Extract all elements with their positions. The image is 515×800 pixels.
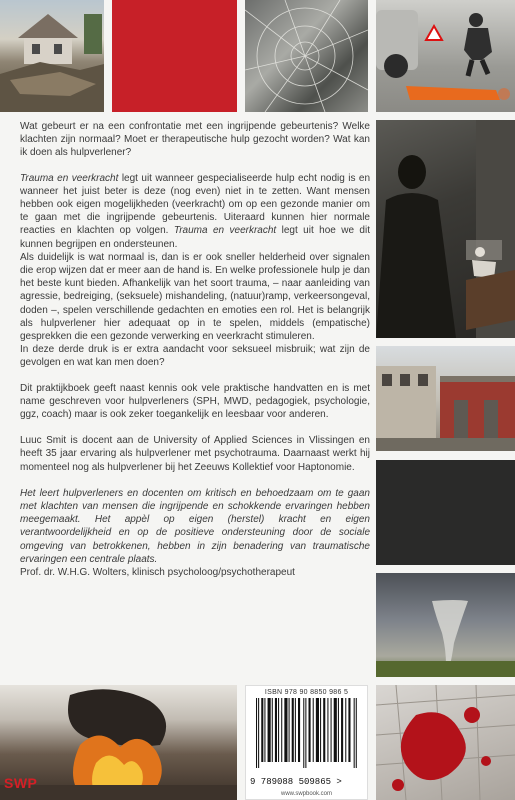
audience-paragraph: Dit praktijkboek geeft naast kennis ook vele praktische handvatten en is met name geschreven voor hulpverleners (SPH, MWD, pedagogiek, psychologie, ggz, coach) maar is ook zeker toegankelijk en leesbaar voor anderen. bbox=[20, 382, 370, 421]
photo-red-panel bbox=[112, 0, 237, 112]
professional-help-paragraph: Als duidelijk is wat normaal is, dan is er ook sneller helderheid over signalen die erop wijzen dat er meer aan de hand is. En welke professionele hulp je dan het beste kunt bieden. Afhankelijk van het soort trauma, – naar aanleiding van agressie, bedreiging, (seksuele) mishandeling, (natuur)ramp, verkeersongeval, doden –, spelen verschillende gedachten en emoties een rol. Het is belangrijk als hulpverlener hier adequaat op in te spelen, middels (empatische) gesprekken die een gezonde verwerking en veerkracht stimuleren. bbox=[20, 251, 370, 343]
third-edition-paragraph: In deze derde druk is er extra aandacht voor seksueel misbruik; wat zijn de gevolgen en wat kan men doen? bbox=[20, 344, 370, 369]
endorsement-quote: Het leert hulpverleners en docenten om kritisch en behoedzaam om te gaan met klachten van mensen die ingrijpende en schokkende ervaringen hebben meegemaakt. Het appèl op eigen (herstel) kracht en eigen verantwoordelijkheid en op de positieve ondersteuning door de sociale omgeving van betrokkenen, hebben in zijn benadering van traumatische ervaringen een centrale plaats. bbox=[20, 487, 370, 565]
back-cover-text bbox=[20, 120, 370, 579]
photo-blood-splatter bbox=[376, 685, 515, 800]
photo-traffic-accident bbox=[376, 0, 515, 112]
barcode-bars bbox=[256, 698, 361, 778]
intro-questions: Wat gebeurt er na een confrontatie met een ingrijpende gebeurtenis? Welke klachten zijn normaal? Moet er therapeutische hulp gezocht worden? Wat kan ik doen als hulpverlener? bbox=[20, 121, 370, 159]
book-title-italic-2: Trauma en veerkracht bbox=[173, 225, 277, 237]
photo-damaged-house bbox=[0, 0, 104, 112]
endorsement-author: Prof. dr. W.H.G. Wolters, klinisch psycholoog/psychotherapeut bbox=[20, 567, 295, 579]
book-title-italic: Trauma en veerkracht bbox=[20, 172, 119, 184]
description-text-b: legt uit hoe we dit kunnen begrijpen en ondersteunen. bbox=[20, 225, 370, 250]
author-bio: Luuc Smit is docent aan de University of Applied Sciences in Vlissingen en heeft 35 jaar ervaring als hulpverlener met psychotrauma. Daarnaast werkt hij momenteel nog als hulpverlener bij het Zeeuws Kollektief voor Haptonomie. bbox=[20, 435, 370, 473]
photo-man-in-dark-room bbox=[376, 120, 515, 338]
description-text-a: legt uit wanneer gespecialiseerde hulp echt nodig is en wanneer het juist beter is deze (nog even) niet in te zetten. Want mensen hebben ook eigen mogelijkheden (veerkracht) om op een gezonde manier om te gaan met die ingrijpende gebeurtenis. Uiteraard kunnen hier normale reacties en klachten op volgen. bbox=[20, 172, 371, 237]
barcode-digits: 9 789088 509865 > bbox=[250, 777, 342, 787]
photo-broken-glass bbox=[245, 0, 368, 112]
isbn-barcode bbox=[245, 685, 368, 800]
isbn-label: ISBN 978 90 8850 986 5 bbox=[264, 689, 349, 696]
publisher-logo: SWP bbox=[4, 775, 38, 791]
photo-tornado bbox=[376, 573, 515, 677]
photo-ruined-building bbox=[376, 346, 515, 451]
publisher-url: www.swpbook.com bbox=[280, 791, 333, 797]
description-paragraph bbox=[20, 172, 370, 251]
photo-dark-panel bbox=[376, 460, 515, 565]
